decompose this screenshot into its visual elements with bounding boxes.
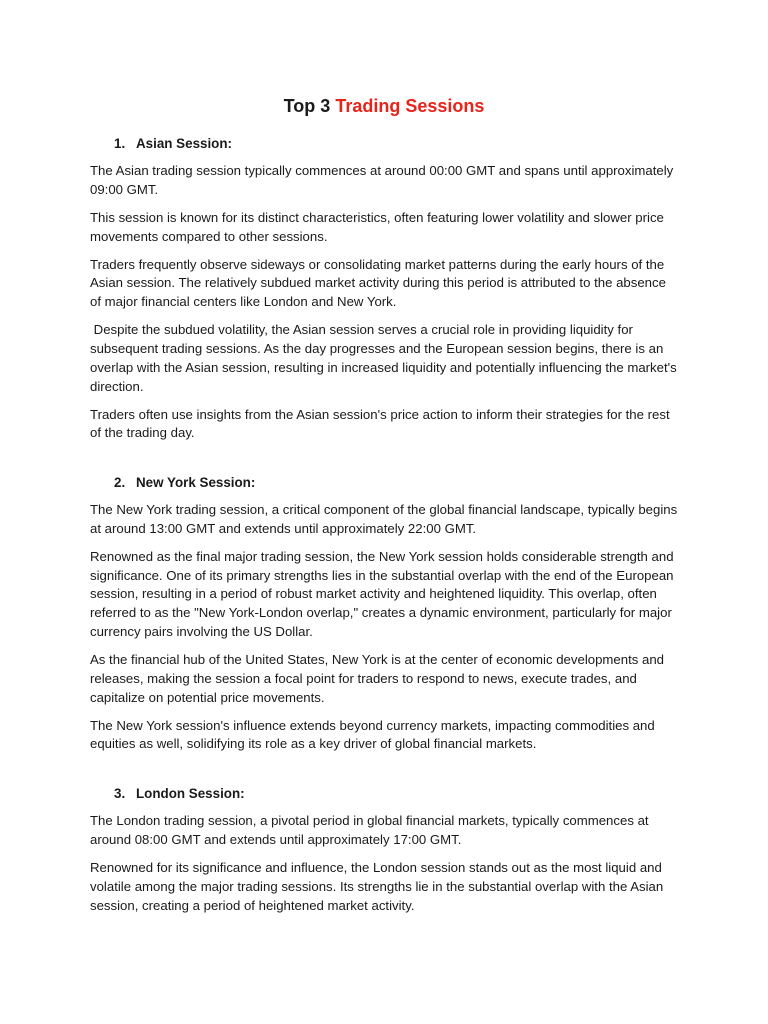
section-heading <box>90 784 678 804</box>
section-heading-text: London Session: <box>136 786 245 802</box>
section-number: 2. <box>114 475 126 491</box>
paragraph: Traders often use insights from the Asian session's price action to inform their strategies for the rest of the trading day. <box>90 406 670 441</box>
section-heading-text: Asian Session: <box>136 136 232 151</box>
section-asian <box>90 134 678 443</box>
title-prefix: Top 3 <box>283 96 336 116</box>
section-new-york <box>90 473 678 754</box>
paragraph: Traders frequently observe sideways or consolidating market patterns during the early hours of the Asian session. The relatively subdued market activity during this period is attributed to the absence of major financial centers like London and New York. <box>90 256 666 310</box>
paragraph: The London trading session, a pivotal period in global financial markets, typically commences at around 08:00 GMT and extends until approximately 17:00 GMT. <box>90 813 649 848</box>
paragraph: The Asian trading session typically commences at around 00:00 GMT and spans until approximately 09:00 GMT. <box>90 163 674 197</box>
section-number: 1. <box>114 136 126 151</box>
paragraph: The New York trading session, a critical component of the global financial landscape, typically begins at around 13:00 GMT and extends until approximately 22:00 GMT. <box>90 502 678 536</box>
section-london <box>90 784 678 915</box>
section-heading-text: New York Session: <box>136 475 256 491</box>
section-number: 3. <box>114 786 126 802</box>
paragraph: This session is known for its distinct characteristics, often featuring lower volatility and slower price movements compared to other sessions. <box>90 209 664 244</box>
section-heading <box>90 134 678 154</box>
paragraph: The New York session's influence extends beyond currency markets, impacting commodities and equities as well, solidifying its role as a key driver of global financial markets. <box>90 717 655 752</box>
page-title <box>90 94 678 118</box>
paragraph: Renowned as the final major trading session, the New York session holds considerable strength and significance. One of its primary strengths lies in the substantial overlap with the end of the European session, resulting in a period of robust market activity and heightened liquidity. This overlap, often referred to as the "New York-London overlap," creates a dynamic environment, particularly for major currency pairs involving the US Dollar. <box>90 548 674 640</box>
paragraph: Renowned for its significance and influence, the London session stands out as the most liquid and volatile among the major trading sessions. Its strengths lie in the substantial overlap with the Asian session, creating a period of heightened market activity. <box>90 860 664 913</box>
paragraph: As the financial hub of the United States, New York is at the center of economic developments and releases, making the session a focal point for traders to respond to news, execute trades, and capitalize on potential price movements. <box>90 652 664 705</box>
paragraph: Despite the subdued volatility, the Asian session serves a crucial role in providing liquidity for subsequent trading sessions. As the day progresses and the European session begins, there is an overlap with the Asian session, resulting in increased liquidity and potentially influencing the market's direction. <box>90 322 677 394</box>
section-heading <box>90 473 678 493</box>
title-accent: Trading Sessions <box>335 96 485 116</box>
